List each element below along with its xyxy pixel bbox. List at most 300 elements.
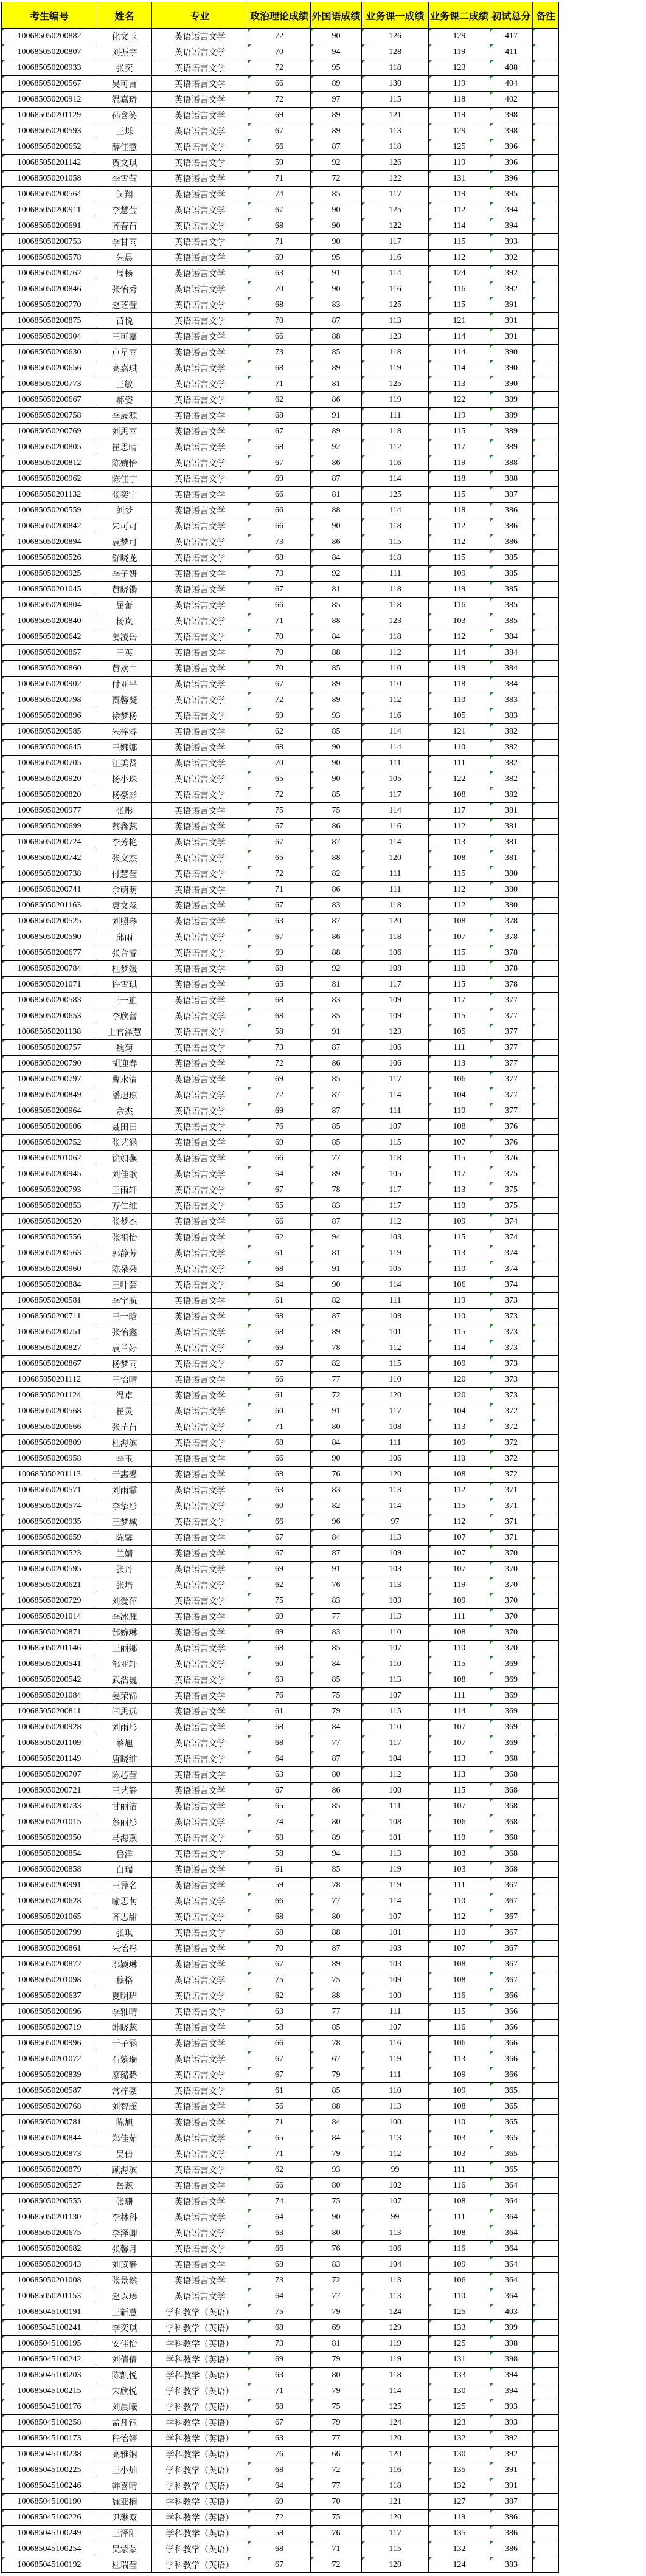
cell-course2-score[interactable]: 115 [429,487,490,503]
cell-remark[interactable] [533,866,559,882]
cell-politics-score[interactable]: 66 [248,598,311,613]
cell-course2-score[interactable]: 109 [429,2257,490,2273]
cell-course2-score[interactable]: 104 [429,1403,490,1419]
cell-foreign-language-score[interactable]: 79 [311,2146,362,2162]
cell-exam-id[interactable]: 100685050200811 [2,1704,97,1720]
cell-foreign-language-score[interactable]: 88 [311,2099,362,2115]
cell-foreign-language-score[interactable]: 92 [311,566,362,582]
cell-exam-id[interactable]: 100685050200587 [2,2083,97,2099]
cell-name[interactable]: 郜婉琳 [97,1625,152,1641]
cell-course1-score[interactable]: 103 [362,1941,429,1957]
cell-course2-score[interactable]: 113 [429,2051,490,2067]
cell-course1-score[interactable]: 109 [362,1972,429,1988]
cell-total-score[interactable]: 408 [490,60,533,76]
cell-remark[interactable] [533,92,559,108]
cell-total-score[interactable]: 373 [490,1340,533,1356]
cell-foreign-language-score[interactable]: 93 [311,2162,362,2178]
cell-course1-score[interactable]: 114 [362,803,429,819]
cell-exam-id[interactable]: 100685050200827 [2,1340,97,1356]
cell-total-score[interactable]: 404 [490,76,533,92]
cell-name[interactable]: 李雅晴 [97,2004,152,2020]
cell-politics-score[interactable]: 62 [248,724,311,740]
cell-foreign-language-score[interactable]: 89 [311,108,362,123]
cell-major[interactable]: 英语语言文学 [152,1151,248,1166]
cell-exam-id[interactable]: 100685050200581 [2,1293,97,1309]
cell-course1-score[interactable]: 108 [362,1309,429,1324]
cell-total-score[interactable]: 370 [490,1577,533,1593]
cell-remark[interactable] [533,961,559,977]
cell-name[interactable]: 闵翔 [97,187,152,202]
cell-foreign-language-score[interactable]: 77 [311,1893,362,1909]
cell-course1-score[interactable]: 120 [362,914,429,929]
cell-major[interactable]: 学科教学（英语） [152,2510,248,2526]
cell-course1-score[interactable]: 115 [362,534,429,550]
cell-name[interactable]: 温卓 [97,1388,152,1403]
cell-course1-score[interactable]: 115 [362,2541,429,2557]
cell-foreign-language-score[interactable]: 87 [311,139,362,155]
cell-course2-score[interactable]: 113 [429,1056,490,1072]
cell-name[interactable]: 卢星雨 [97,345,152,360]
cell-foreign-language-score[interactable]: 88 [311,1988,362,2004]
cell-exam-id[interactable]: 100685050200578 [2,250,97,266]
cell-name[interactable]: 胡迎春 [97,1056,152,1072]
cell-course2-score[interactable]: 118 [429,471,490,487]
cell-major[interactable]: 英语语言文学 [152,787,248,803]
cell-exam-id[interactable]: 100685050200781 [2,2115,97,2130]
cell-foreign-language-score[interactable]: 86 [311,534,362,550]
cell-name[interactable]: 石紫瑞 [97,2051,152,2067]
cell-course1-score[interactable]: 114 [362,1498,429,1514]
cell-remark[interactable] [533,1372,559,1388]
cell-course1-score[interactable]: 117 [362,1735,429,1751]
cell-name[interactable]: 李欣蕾 [97,1008,152,1024]
cell-course1-score[interactable]: 108 [362,1419,429,1435]
cell-foreign-language-score[interactable]: 90 [311,1451,362,1467]
cell-course1-score[interactable]: 125 [362,202,429,218]
cell-exam-id[interactable]: 100685050200523 [2,1546,97,1562]
cell-remark[interactable] [533,661,559,677]
cell-course1-score[interactable]: 111 [362,408,429,424]
cell-course2-score[interactable]: 115 [429,1230,490,1245]
cell-course1-score[interactable]: 112 [362,1214,429,1230]
cell-politics-score[interactable]: 68 [248,1324,311,1340]
cell-total-score[interactable]: 369 [490,1688,533,1704]
cell-exam-id[interactable]: 100685050200707 [2,1767,97,1783]
cell-exam-id[interactable]: 100685050200943 [2,2257,97,2273]
cell-total-score[interactable]: 391 [490,329,533,345]
cell-name[interactable]: 程怡婷 [97,2431,152,2447]
cell-course1-score[interactable]: 118 [362,60,429,76]
cell-major[interactable]: 英语语言文学 [152,139,248,155]
cell-politics-score[interactable]: 65 [248,1198,311,1214]
cell-foreign-language-score[interactable]: 91 [311,1024,362,1040]
cell-course2-score[interactable]: 112 [429,898,490,914]
cell-exam-id[interactable]: 100685050200559 [2,503,97,518]
cell-exam-id[interactable]: 100685050200752 [2,1135,97,1151]
cell-major[interactable]: 英语语言文学 [152,471,248,487]
cell-exam-id[interactable]: 100685050200768 [2,2099,97,2115]
cell-exam-id[interactable]: 100685050201015 [2,1814,97,1830]
cell-total-score[interactable]: 390 [490,360,533,376]
cell-exam-id[interactable]: 100685050200857 [2,645,97,661]
cell-exam-id[interactable]: 100685050200793 [2,1182,97,1198]
cell-course1-score[interactable]: 114 [362,1277,429,1293]
cell-exam-id[interactable]: 100685050200682 [2,2241,97,2257]
cell-politics-score[interactable]: 73 [248,566,311,582]
cell-foreign-language-score[interactable]: 81 [311,582,362,598]
cell-total-score[interactable]: 377 [490,1087,533,1103]
cell-exam-id[interactable]: 100685045100173 [2,2431,97,2447]
cell-politics-score[interactable]: 74 [248,2194,311,2209]
cell-name[interactable]: 王一迪 [97,993,152,1008]
cell-remark[interactable] [533,2209,559,2225]
cell-politics-score[interactable]: 68 [248,1925,311,1941]
cell-name[interactable]: 李奕琪 [97,2320,152,2336]
cell-politics-score[interactable]: 72 [248,2510,311,2526]
cell-course1-score[interactable]: 119 [362,1878,429,1893]
cell-course1-score[interactable]: 123 [362,1024,429,1040]
cell-course1-score[interactable]: 113 [362,2130,429,2146]
cell-remark[interactable] [533,123,559,139]
cell-name[interactable]: 化文玉 [97,29,152,44]
cell-exam-id[interactable]: 100685050200882 [2,29,97,44]
cell-major[interactable]: 英语语言文学 [152,376,248,392]
cell-total-score[interactable]: 378 [490,945,533,961]
cell-name[interactable]: 邬颖琳 [97,1957,152,1972]
cell-total-score[interactable]: 367 [490,1941,533,1957]
cell-name[interactable]: 赵以瑧 [97,2288,152,2304]
cell-foreign-language-score[interactable]: 83 [311,1483,362,1498]
cell-course2-score[interactable]: 131 [429,2352,490,2368]
cell-name[interactable]: 张馨月 [97,2241,152,2257]
cell-politics-score[interactable]: 72 [248,787,311,803]
cell-exam-id[interactable]: 100685050200858 [2,1862,97,1878]
cell-exam-id[interactable]: 100685050201071 [2,977,97,993]
cell-name[interactable]: 张怡鑫 [97,1324,152,1340]
cell-total-score[interactable]: 368 [490,1830,533,1846]
cell-remark[interactable] [533,2557,559,2573]
cell-politics-score[interactable]: 70 [248,661,311,677]
cell-name[interactable]: 周杨 [97,266,152,281]
cell-major[interactable]: 英语语言文学 [152,1214,248,1230]
cell-total-score[interactable]: 371 [490,1514,533,1530]
cell-total-score[interactable]: 377 [490,1008,533,1024]
cell-foreign-language-score[interactable]: 77 [311,2288,362,2304]
cell-remark[interactable] [533,771,559,787]
cell-major[interactable]: 英语语言文学 [152,1483,248,1498]
cell-name[interactable]: 闫思远 [97,1704,152,1720]
cell-exam-id[interactable]: 100685050200574 [2,1498,97,1514]
cell-major[interactable]: 英语语言文学 [152,155,248,171]
cell-course2-score[interactable]: 108 [429,1625,490,1641]
cell-politics-score[interactable]: 67 [248,2415,311,2431]
cell-total-score[interactable]: 371 [490,1483,533,1498]
cell-foreign-language-score[interactable]: 91 [311,408,362,424]
cell-course1-score[interactable]: 119 [362,1862,429,1878]
cell-course1-score[interactable]: 106 [362,1451,429,1467]
cell-course2-score[interactable]: 103 [429,1862,490,1878]
cell-politics-score[interactable]: 67 [248,202,311,218]
cell-total-score[interactable]: 387 [490,2494,533,2510]
cell-total-score[interactable]: 382 [490,756,533,771]
cell-exam-id[interactable]: 100685050200773 [2,376,97,392]
cell-course2-score[interactable]: 115 [429,1783,490,1799]
cell-foreign-language-score[interactable]: 75 [311,2194,362,2209]
cell-total-score[interactable]: 373 [490,1372,533,1388]
cell-name[interactable]: 刘苡静 [97,2257,152,2273]
cell-total-score[interactable]: 386 [490,503,533,518]
cell-exam-id[interactable]: 100685050200805 [2,439,97,455]
cell-course1-score[interactable]: 117 [362,787,429,803]
cell-remark[interactable] [533,819,559,835]
cell-course2-score[interactable]: 108 [429,850,490,866]
cell-remark[interactable] [533,2051,559,2067]
cell-total-score[interactable]: 364 [490,2178,533,2194]
cell-course1-score[interactable]: 125 [362,376,429,392]
cell-course2-score[interactable]: 110 [429,1103,490,1119]
cell-exam-id[interactable]: 100685050200653 [2,1008,97,1024]
cell-foreign-language-score[interactable]: 89 [311,360,362,376]
cell-foreign-language-score[interactable]: 90 [311,740,362,756]
cell-remark[interactable] [533,1735,559,1751]
cell-course2-score[interactable]: 116 [429,1988,490,2004]
cell-remark[interactable] [533,108,559,123]
cell-course2-score[interactable]: 110 [429,2115,490,2130]
cell-course2-score[interactable]: 108 [429,914,490,929]
cell-politics-score[interactable]: 61 [248,2083,311,2099]
cell-major[interactable]: 英语语言文学 [152,1182,248,1198]
cell-course1-score[interactable]: 126 [362,155,429,171]
cell-exam-id[interactable]: 100685050200790 [2,1056,97,1072]
cell-course1-score[interactable]: 118 [362,550,429,566]
cell-name[interactable]: 齐思甜 [97,1909,152,1925]
cell-foreign-language-score[interactable]: 75 [311,803,362,819]
cell-major[interactable]: 英语语言文学 [152,1166,248,1182]
cell-foreign-language-score[interactable]: 78 [311,1878,362,1893]
cell-course1-score[interactable]: 109 [362,993,429,1008]
cell-course1-score[interactable]: 119 [362,2352,429,2368]
cell-exam-id[interactable]: 100685050201124 [2,1388,97,1403]
cell-course2-score[interactable]: 103 [429,2130,490,2146]
cell-name[interactable]: 刘倩倩 [97,2352,152,2368]
cell-exam-id[interactable]: 100685050201149 [2,1751,97,1767]
cell-name[interactable]: 徐梦杨 [97,708,152,724]
cell-course2-score[interactable]: 119 [429,44,490,60]
cell-total-score[interactable]: 380 [490,898,533,914]
cell-course1-score[interactable]: 114 [362,835,429,850]
cell-total-score[interactable]: 375 [490,1166,533,1182]
cell-exam-id[interactable]: 100685050200912 [2,92,97,108]
cell-foreign-language-score[interactable]: 79 [311,2304,362,2320]
cell-major[interactable]: 英语语言文学 [152,2099,248,2115]
cell-politics-score[interactable]: 56 [248,2099,311,2115]
cell-foreign-language-score[interactable]: 87 [311,1941,362,1957]
cell-foreign-language-score[interactable]: 75 [311,2399,362,2415]
cell-course2-score[interactable]: 114 [429,345,490,360]
cell-foreign-language-score[interactable]: 80 [311,1767,362,1783]
cell-politics-score[interactable]: 70 [248,756,311,771]
cell-course1-score[interactable]: 106 [362,2241,429,2257]
cell-exam-id[interactable]: 100685050200920 [2,771,97,787]
cell-politics-score[interactable]: 65 [248,850,311,866]
cell-name[interactable]: 崔思晴 [97,439,152,455]
cell-course1-score[interactable]: 111 [362,1293,429,1309]
cell-foreign-language-score[interactable]: 80 [311,1814,362,1830]
cell-total-score[interactable]: 392 [490,2447,533,2462]
cell-politics-score[interactable]: 72 [248,29,311,44]
cell-exam-id[interactable]: 100685045100238 [2,2447,97,2462]
cell-remark[interactable] [533,1625,559,1641]
cell-course1-score[interactable]: 120 [362,2447,429,2462]
cell-major[interactable]: 英语语言文学 [152,1672,248,1688]
cell-foreign-language-score[interactable]: 82 [311,1293,362,1309]
cell-foreign-language-score[interactable]: 84 [311,1435,362,1451]
cell-total-score[interactable]: 394 [490,2368,533,2383]
cell-politics-score[interactable]: 67 [248,424,311,439]
cell-major[interactable]: 英语语言文学 [152,1830,248,1846]
cell-name[interactable]: 王敏 [97,376,152,392]
cell-course2-score[interactable]: 107 [429,1135,490,1151]
cell-total-score[interactable]: 411 [490,44,533,60]
cell-exam-id[interactable]: 100685045100191 [2,2304,97,2320]
cell-name[interactable]: 薛佳慧 [97,139,152,155]
cell-name[interactable]: 杜海滨 [97,1435,152,1451]
cell-politics-score[interactable]: 76 [248,1119,311,1135]
cell-name[interactable]: 陈旭 [97,2115,152,2130]
cell-course2-score[interactable]: 111 [429,2162,490,2178]
cell-major[interactable]: 英语语言文学 [152,1577,248,1593]
cell-politics-score[interactable]: 69 [248,250,311,266]
cell-politics-score[interactable]: 61 [248,1862,311,1878]
cell-remark[interactable] [533,1435,559,1451]
cell-major[interactable]: 英语语言文学 [152,1767,248,1783]
cell-total-score[interactable]: 380 [490,882,533,898]
cell-course1-score[interactable]: 118 [362,629,429,645]
cell-politics-score[interactable]: 66 [248,329,311,345]
cell-course1-score[interactable]: 112 [362,645,429,661]
cell-course1-score[interactable]: 116 [362,2462,429,2478]
cell-course2-score[interactable]: 107 [429,1799,490,1814]
cell-remark[interactable] [533,2146,559,2162]
cell-total-score[interactable]: 383 [490,708,533,724]
cell-foreign-language-score[interactable]: 85 [311,2083,362,2099]
cell-major[interactable]: 英语语言文学 [152,645,248,661]
cell-total-score[interactable]: 367 [490,1957,533,1972]
cell-remark[interactable] [533,1720,559,1735]
cell-politics-score[interactable]: 62 [248,392,311,408]
cell-total-score[interactable]: 364 [490,2257,533,2273]
cell-politics-score[interactable]: 71 [248,234,311,250]
cell-major[interactable]: 英语语言文学 [152,1625,248,1641]
cell-total-score[interactable]: 382 [490,771,533,787]
cell-name[interactable]: 汪美贤 [97,756,152,771]
cell-total-score[interactable]: 370 [490,1609,533,1625]
cell-course1-score[interactable]: 126 [362,29,429,44]
cell-politics-score[interactable]: 67 [248,2067,311,2083]
cell-politics-score[interactable]: 68 [248,1909,311,1925]
cell-exam-id[interactable]: 100685050200958 [2,1451,97,1467]
cell-major[interactable]: 英语语言文学 [152,1862,248,1878]
cell-name[interactable]: 陈朵朵 [97,1261,152,1277]
cell-course1-score[interactable]: 119 [362,2051,429,2067]
cell-major[interactable]: 英语语言文学 [152,2036,248,2051]
cell-total-score[interactable]: 364 [490,2209,533,2225]
cell-major[interactable]: 英语语言文学 [152,2288,248,2304]
cell-remark[interactable] [533,756,559,771]
cell-major[interactable]: 英语语言文学 [152,1198,248,1214]
cell-exam-id[interactable]: 100685050200797 [2,1072,97,1087]
cell-course1-score[interactable]: 101 [362,1925,429,1941]
cell-politics-score[interactable]: 69 [248,1609,311,1625]
cell-remark[interactable] [533,1293,559,1309]
cell-course2-score[interactable]: 108 [429,1672,490,1688]
cell-politics-score[interactable]: 66 [248,503,311,518]
cell-exam-id[interactable]: 100685050200991 [2,1878,97,1893]
cell-major[interactable]: 英语语言文学 [152,1893,248,1909]
cell-course2-score[interactable]: 132 [429,2431,490,2447]
cell-politics-score[interactable]: 68 [248,360,311,376]
cell-major[interactable]: 英语语言文学 [152,2194,248,2209]
cell-course2-score[interactable]: 114 [429,218,490,234]
cell-remark[interactable] [533,139,559,155]
cell-politics-score[interactable]: 70 [248,313,311,329]
cell-course2-score[interactable]: 131 [429,171,490,187]
cell-total-score[interactable]: 364 [490,2273,533,2288]
cell-exam-id[interactable]: 100685050200621 [2,1577,97,1593]
cell-name[interactable]: 张苗苗 [97,1419,152,1435]
cell-major[interactable]: 英语语言文学 [152,108,248,123]
cell-remark[interactable] [533,1151,559,1166]
cell-exam-id[interactable]: 100685045100241 [2,2320,97,2336]
cell-total-score[interactable]: 370 [490,1625,533,1641]
cell-name[interactable]: 张琪 [97,1925,152,1941]
cell-course1-score[interactable]: 124 [362,2304,429,2320]
cell-major[interactable]: 英语语言文学 [152,898,248,914]
cell-exam-id[interactable]: 100685050201098 [2,1972,97,1988]
cell-politics-score[interactable]: 69 [248,2494,311,2510]
cell-exam-id[interactable]: 100685050200630 [2,345,97,360]
cell-course2-score[interactable]: 112 [429,882,490,898]
cell-name[interactable]: 李挚彤 [97,1498,152,1514]
cell-course2-score[interactable]: 112 [429,1514,490,1530]
cell-total-score[interactable]: 386 [490,518,533,534]
cell-total-score[interactable]: 385 [490,582,533,598]
cell-foreign-language-score[interactable]: 87 [311,1309,362,1324]
cell-politics-score[interactable]: 66 [248,139,311,155]
cell-exam-id[interactable]: 100685050200867 [2,1356,97,1372]
cell-politics-score[interactable]: 68 [248,1830,311,1846]
cell-total-score[interactable]: 374 [490,1277,533,1293]
cell-course2-score[interactable]: 106 [429,2273,490,2288]
cell-politics-score[interactable]: 69 [248,108,311,123]
cell-foreign-language-score[interactable]: 86 [311,392,362,408]
cell-course1-score[interactable]: 117 [362,1182,429,1198]
cell-exam-id[interactable]: 100685050200935 [2,1514,97,1530]
cell-course2-score[interactable]: 111 [429,1609,490,1625]
cell-foreign-language-score[interactable]: 72 [311,2273,362,2288]
cell-major[interactable]: 英语语言文学 [152,313,248,329]
cell-exam-id[interactable]: 100685050200738 [2,866,97,882]
cell-remark[interactable] [533,1799,559,1814]
cell-course1-score[interactable]: 110 [362,661,429,677]
cell-remark[interactable] [533,1577,559,1593]
cell-politics-score[interactable]: 71 [248,613,311,629]
cell-major[interactable]: 学科教学（英语） [152,2478,248,2494]
cell-politics-score[interactable]: 60 [248,1403,311,1419]
cell-major[interactable]: 英语语言文学 [152,360,248,376]
cell-course2-score[interactable]: 113 [429,835,490,850]
cell-course1-score[interactable]: 117 [362,234,429,250]
